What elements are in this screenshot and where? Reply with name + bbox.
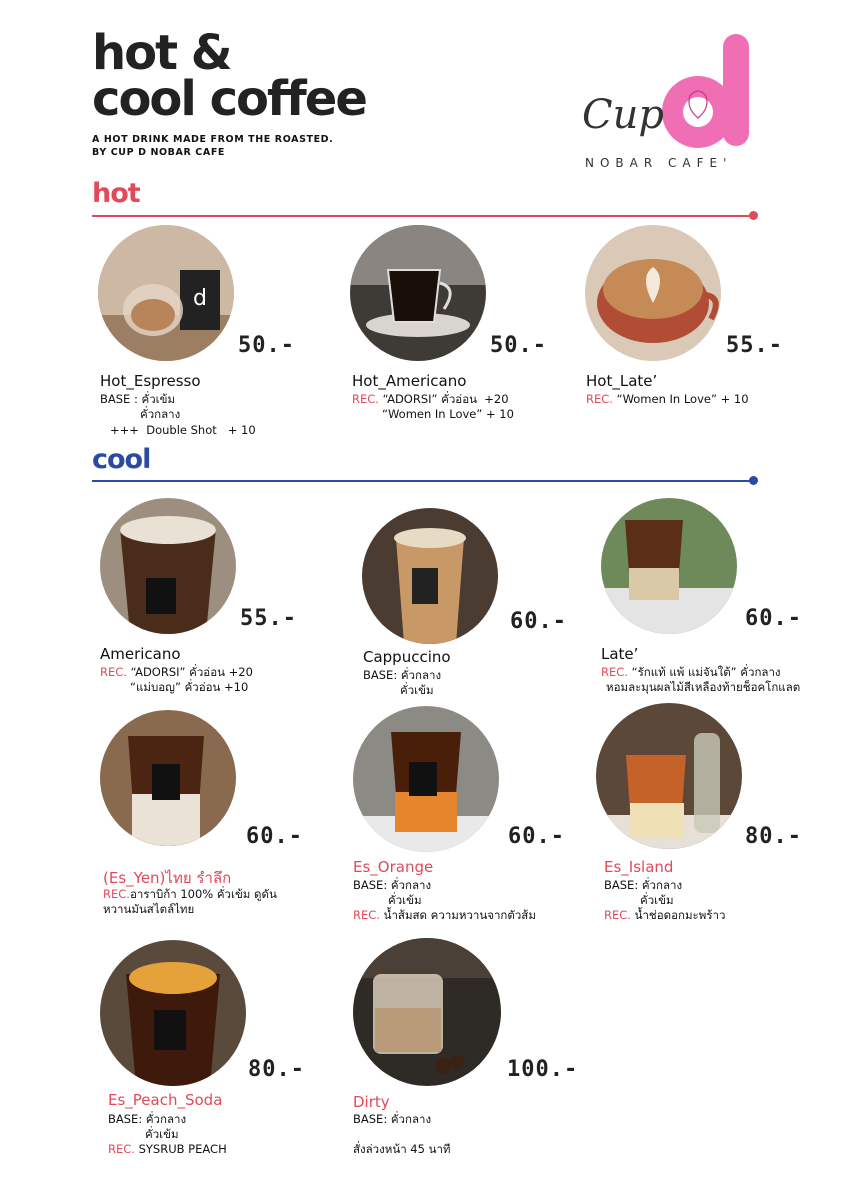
section-hot-heading: hot bbox=[92, 178, 140, 209]
price: 60.- bbox=[508, 824, 565, 849]
item-name: Americano bbox=[100, 645, 181, 663]
rec-label: REC. bbox=[352, 392, 379, 406]
price: 50.- bbox=[490, 333, 547, 358]
desc-line: คั่วเข้ม bbox=[388, 893, 422, 907]
desc-line: น้ำช่อดอกมะพร้าว bbox=[630, 908, 726, 922]
title-line-1: hot & bbox=[92, 25, 231, 81]
rec-label: REC. bbox=[100, 665, 127, 679]
item-desc bbox=[145, 1127, 179, 1142]
es-peach-soda-photo bbox=[100, 940, 246, 1086]
price: 55.- bbox=[240, 606, 297, 631]
hot-late-photo bbox=[585, 225, 721, 361]
iced-americano-image bbox=[100, 498, 236, 634]
desc-line: BASE: คั่วกลาง bbox=[353, 1112, 432, 1126]
latte-cup-image bbox=[585, 225, 721, 361]
item-name: Hot_Late’ bbox=[586, 372, 658, 390]
es-yen-image bbox=[100, 710, 236, 846]
late-photo bbox=[601, 498, 737, 634]
desc-line: +++ Double Shot + 10 bbox=[110, 423, 256, 437]
price: 60.- bbox=[246, 824, 303, 849]
logo-script: Cup bbox=[582, 92, 664, 138]
item-name: Cappuccino bbox=[363, 648, 451, 666]
item-name: (Es_Yen)ไทย รำลึก bbox=[103, 869, 232, 887]
item-desc bbox=[108, 1112, 186, 1127]
item-desc bbox=[400, 683, 434, 698]
desc-line: สั่งล่วงหน้า 45 นาที bbox=[353, 1142, 451, 1156]
item-desc bbox=[388, 893, 422, 908]
item-desc bbox=[601, 665, 781, 680]
espresso-glass-image bbox=[98, 225, 234, 361]
rec-label: REC. bbox=[586, 392, 613, 406]
cool-divider bbox=[92, 480, 752, 482]
section-cool-heading: cool bbox=[92, 444, 151, 475]
es-island-image bbox=[596, 703, 742, 849]
svg-text:d: d bbox=[193, 286, 207, 311]
price: 55.- bbox=[726, 333, 783, 358]
item-name: Hot_Espresso bbox=[100, 372, 201, 390]
desc-line: หวานมันสไตล์ไทย bbox=[103, 902, 195, 916]
desc-line: BASE : คั่วเข้ม bbox=[100, 392, 176, 406]
americano-photo bbox=[100, 498, 236, 634]
item-desc bbox=[382, 407, 514, 422]
es-orange-image bbox=[353, 706, 499, 852]
es-yen-photo bbox=[100, 710, 236, 846]
desc-line: “Women In Love” + 10 bbox=[382, 407, 514, 421]
subtitle-line-1: A HOT DRINK MADE FROM THE ROASTED. bbox=[92, 134, 334, 145]
desc-line: น้ำส้มสด ความหวานจากตัวส้ม bbox=[379, 908, 536, 922]
page-title bbox=[92, 25, 366, 127]
item-name: Dirty bbox=[353, 1093, 390, 1111]
item-desc bbox=[640, 893, 674, 908]
desc-line: “ADORSI” คั่วอ่อน +20 bbox=[126, 665, 253, 679]
item-name: Es_Island bbox=[604, 858, 674, 876]
rec-label: REC. bbox=[601, 665, 628, 679]
item-desc bbox=[363, 668, 441, 683]
subtitle-line-2: BY CUP D NOBAR CAFE bbox=[92, 147, 226, 158]
es-peach-soda-image bbox=[100, 940, 246, 1086]
desc-line: หอมละมุนผลไม้สีเหลืองท้ายช็อคโกแลต bbox=[606, 680, 801, 694]
rec-label: REC. bbox=[108, 1142, 135, 1156]
item-desc bbox=[353, 878, 431, 893]
item-name: Es_Peach_Soda bbox=[108, 1091, 223, 1109]
item-desc bbox=[130, 680, 248, 695]
hot-divider bbox=[92, 215, 752, 217]
item-desc bbox=[604, 908, 725, 923]
dirty-photo bbox=[353, 938, 501, 1086]
price: 100.- bbox=[507, 1057, 579, 1082]
desc-line: “ADORSI” คั่วอ่อน +20 bbox=[378, 392, 509, 406]
desc-line: “รักแท้ แพ้ แม่จันใต้” คั่วกลาง bbox=[627, 665, 781, 679]
hot-americano-photo bbox=[350, 225, 486, 361]
item-desc bbox=[100, 665, 253, 680]
desc-line: คั่วเข้ม bbox=[145, 1127, 179, 1141]
dirty-coffee-image bbox=[353, 938, 501, 1086]
item-desc bbox=[353, 1142, 451, 1157]
item-desc bbox=[140, 407, 180, 422]
iced-cappuccino-image bbox=[362, 508, 498, 644]
desc-line: BASE: คั่วกลาง bbox=[108, 1112, 187, 1126]
item-desc bbox=[103, 887, 277, 902]
item-desc bbox=[586, 392, 749, 407]
desc-line: “Women In Love” + 10 bbox=[612, 392, 749, 406]
item-desc bbox=[110, 423, 256, 438]
iced-latte-image bbox=[601, 498, 737, 634]
cool-divider-dot bbox=[749, 476, 758, 485]
desc-line: BASE: คั่วกลาง bbox=[604, 878, 683, 892]
item-desc bbox=[103, 902, 194, 917]
desc-line: BASE: คั่วกลาง bbox=[353, 878, 432, 892]
price: 80.- bbox=[745, 824, 802, 849]
item-name: Es_Orange bbox=[353, 858, 434, 876]
item-name: Late’ bbox=[601, 645, 639, 663]
item-name: Hot_Americano bbox=[352, 372, 467, 390]
rec-label: REC. bbox=[604, 908, 631, 922]
rec-label: REC. bbox=[353, 908, 380, 922]
logo-subtitle: NOBAR CAFE' bbox=[585, 156, 733, 170]
desc-line: คั่วกลาง bbox=[140, 407, 181, 421]
desc-line: อาราบิก้า 100% คั่วเข้ม ดูดัน bbox=[129, 887, 277, 901]
es-island-photo bbox=[596, 703, 742, 849]
hot-divider-dot bbox=[749, 211, 758, 220]
rec-label: REC. bbox=[103, 887, 130, 901]
subtitle bbox=[92, 133, 333, 159]
item-desc bbox=[353, 908, 536, 923]
price: 80.- bbox=[248, 1057, 305, 1082]
desc-line: คั่วเข้ม bbox=[640, 893, 674, 907]
price: 60.- bbox=[745, 606, 802, 631]
item-desc bbox=[100, 392, 175, 407]
price: 50.- bbox=[238, 333, 295, 358]
item-desc bbox=[352, 392, 509, 407]
desc-line: SYSRUB PEACH bbox=[134, 1142, 227, 1156]
desc-line: BASE: คั่วกลาง bbox=[363, 668, 442, 682]
es-orange-photo bbox=[353, 706, 499, 852]
item-desc bbox=[108, 1142, 227, 1157]
item-desc bbox=[604, 878, 682, 893]
item-desc bbox=[606, 680, 800, 695]
desc-line: “แม่บอญ” คั่วอ่อน +10 bbox=[130, 680, 249, 694]
title-line-2: cool coffee bbox=[92, 71, 366, 127]
item-desc bbox=[353, 1112, 431, 1127]
cappuccino-photo bbox=[362, 508, 498, 644]
americano-cup-image bbox=[350, 225, 486, 361]
hot-espresso-photo bbox=[98, 225, 234, 361]
desc-line: คั่วเข้ม bbox=[400, 683, 434, 697]
price: 60.- bbox=[510, 609, 567, 634]
